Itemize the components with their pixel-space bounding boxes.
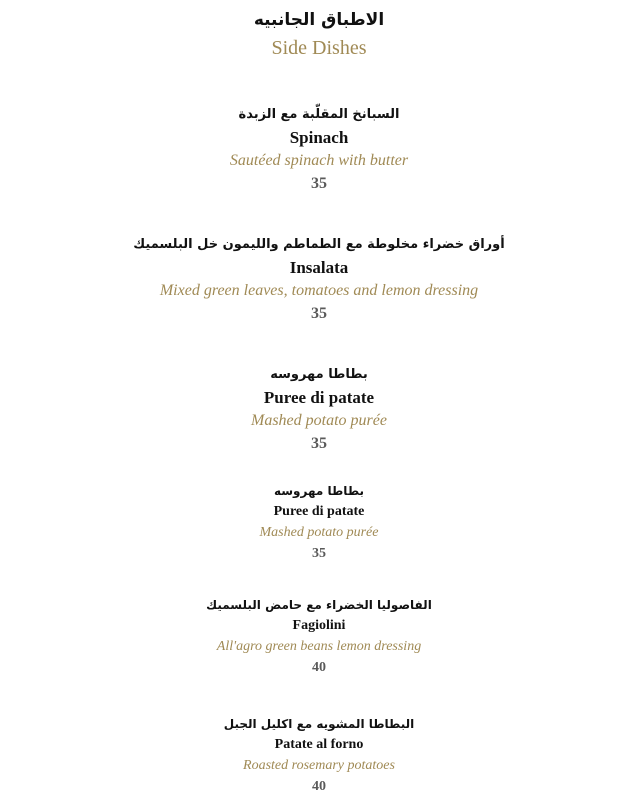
item-name: Puree di patate bbox=[273, 504, 365, 519]
section-title: Side Dishes bbox=[271, 37, 367, 59]
item-name-arabic: السبانخ المقلّبة مع الزبدة bbox=[238, 107, 400, 122]
menu-item bbox=[0, 104, 638, 196]
item-price: 35 bbox=[311, 305, 327, 322]
item-description: Sautéed spinach with butter bbox=[229, 152, 409, 169]
item-name: Insalata bbox=[289, 258, 349, 277]
menu-item bbox=[0, 234, 638, 326]
item-price: 35 bbox=[311, 435, 327, 452]
menu-header bbox=[0, 8, 638, 62]
item-price: 40 bbox=[312, 660, 326, 675]
item-description: Mashed potato purée bbox=[251, 412, 387, 429]
item-description: Mixed green leaves, tomatoes and lemon dressing bbox=[159, 282, 479, 299]
item-price: 35 bbox=[312, 546, 326, 561]
item-name-arabic: بطاطا مهروسه bbox=[270, 367, 368, 382]
item-price: 35 bbox=[311, 175, 327, 192]
item-name: Patate al forno bbox=[274, 737, 364, 752]
item-name-arabic: بطاطا مهروسه bbox=[273, 484, 365, 498]
item-description: Mashed potato purée bbox=[259, 525, 379, 540]
item-name: Puree di patate bbox=[263, 388, 375, 407]
item-name-arabic: البطاطا المشويه مع اكليل الجبل bbox=[223, 717, 415, 731]
menu-item bbox=[0, 595, 638, 678]
item-description: All'agro green beans lemon dressing bbox=[216, 639, 422, 654]
menu-item bbox=[0, 364, 638, 456]
item-name-arabic: أوراق خضراء مخلوطة مع الطماطم والليمون خل البلسميك bbox=[133, 237, 505, 252]
section-title-arabic: الاطباق الجانبيه bbox=[253, 10, 385, 30]
item-name: Fagiolini bbox=[292, 618, 346, 633]
item-description: Roasted rosemary potatoes bbox=[243, 758, 395, 773]
item-price: 40 bbox=[312, 779, 326, 794]
item-name: Spinach bbox=[289, 128, 349, 147]
item-name-arabic: الفاصوليا الخضراء مع حامض البلسميك bbox=[206, 598, 432, 612]
menu-item bbox=[0, 714, 638, 797]
menu-item bbox=[0, 481, 638, 564]
